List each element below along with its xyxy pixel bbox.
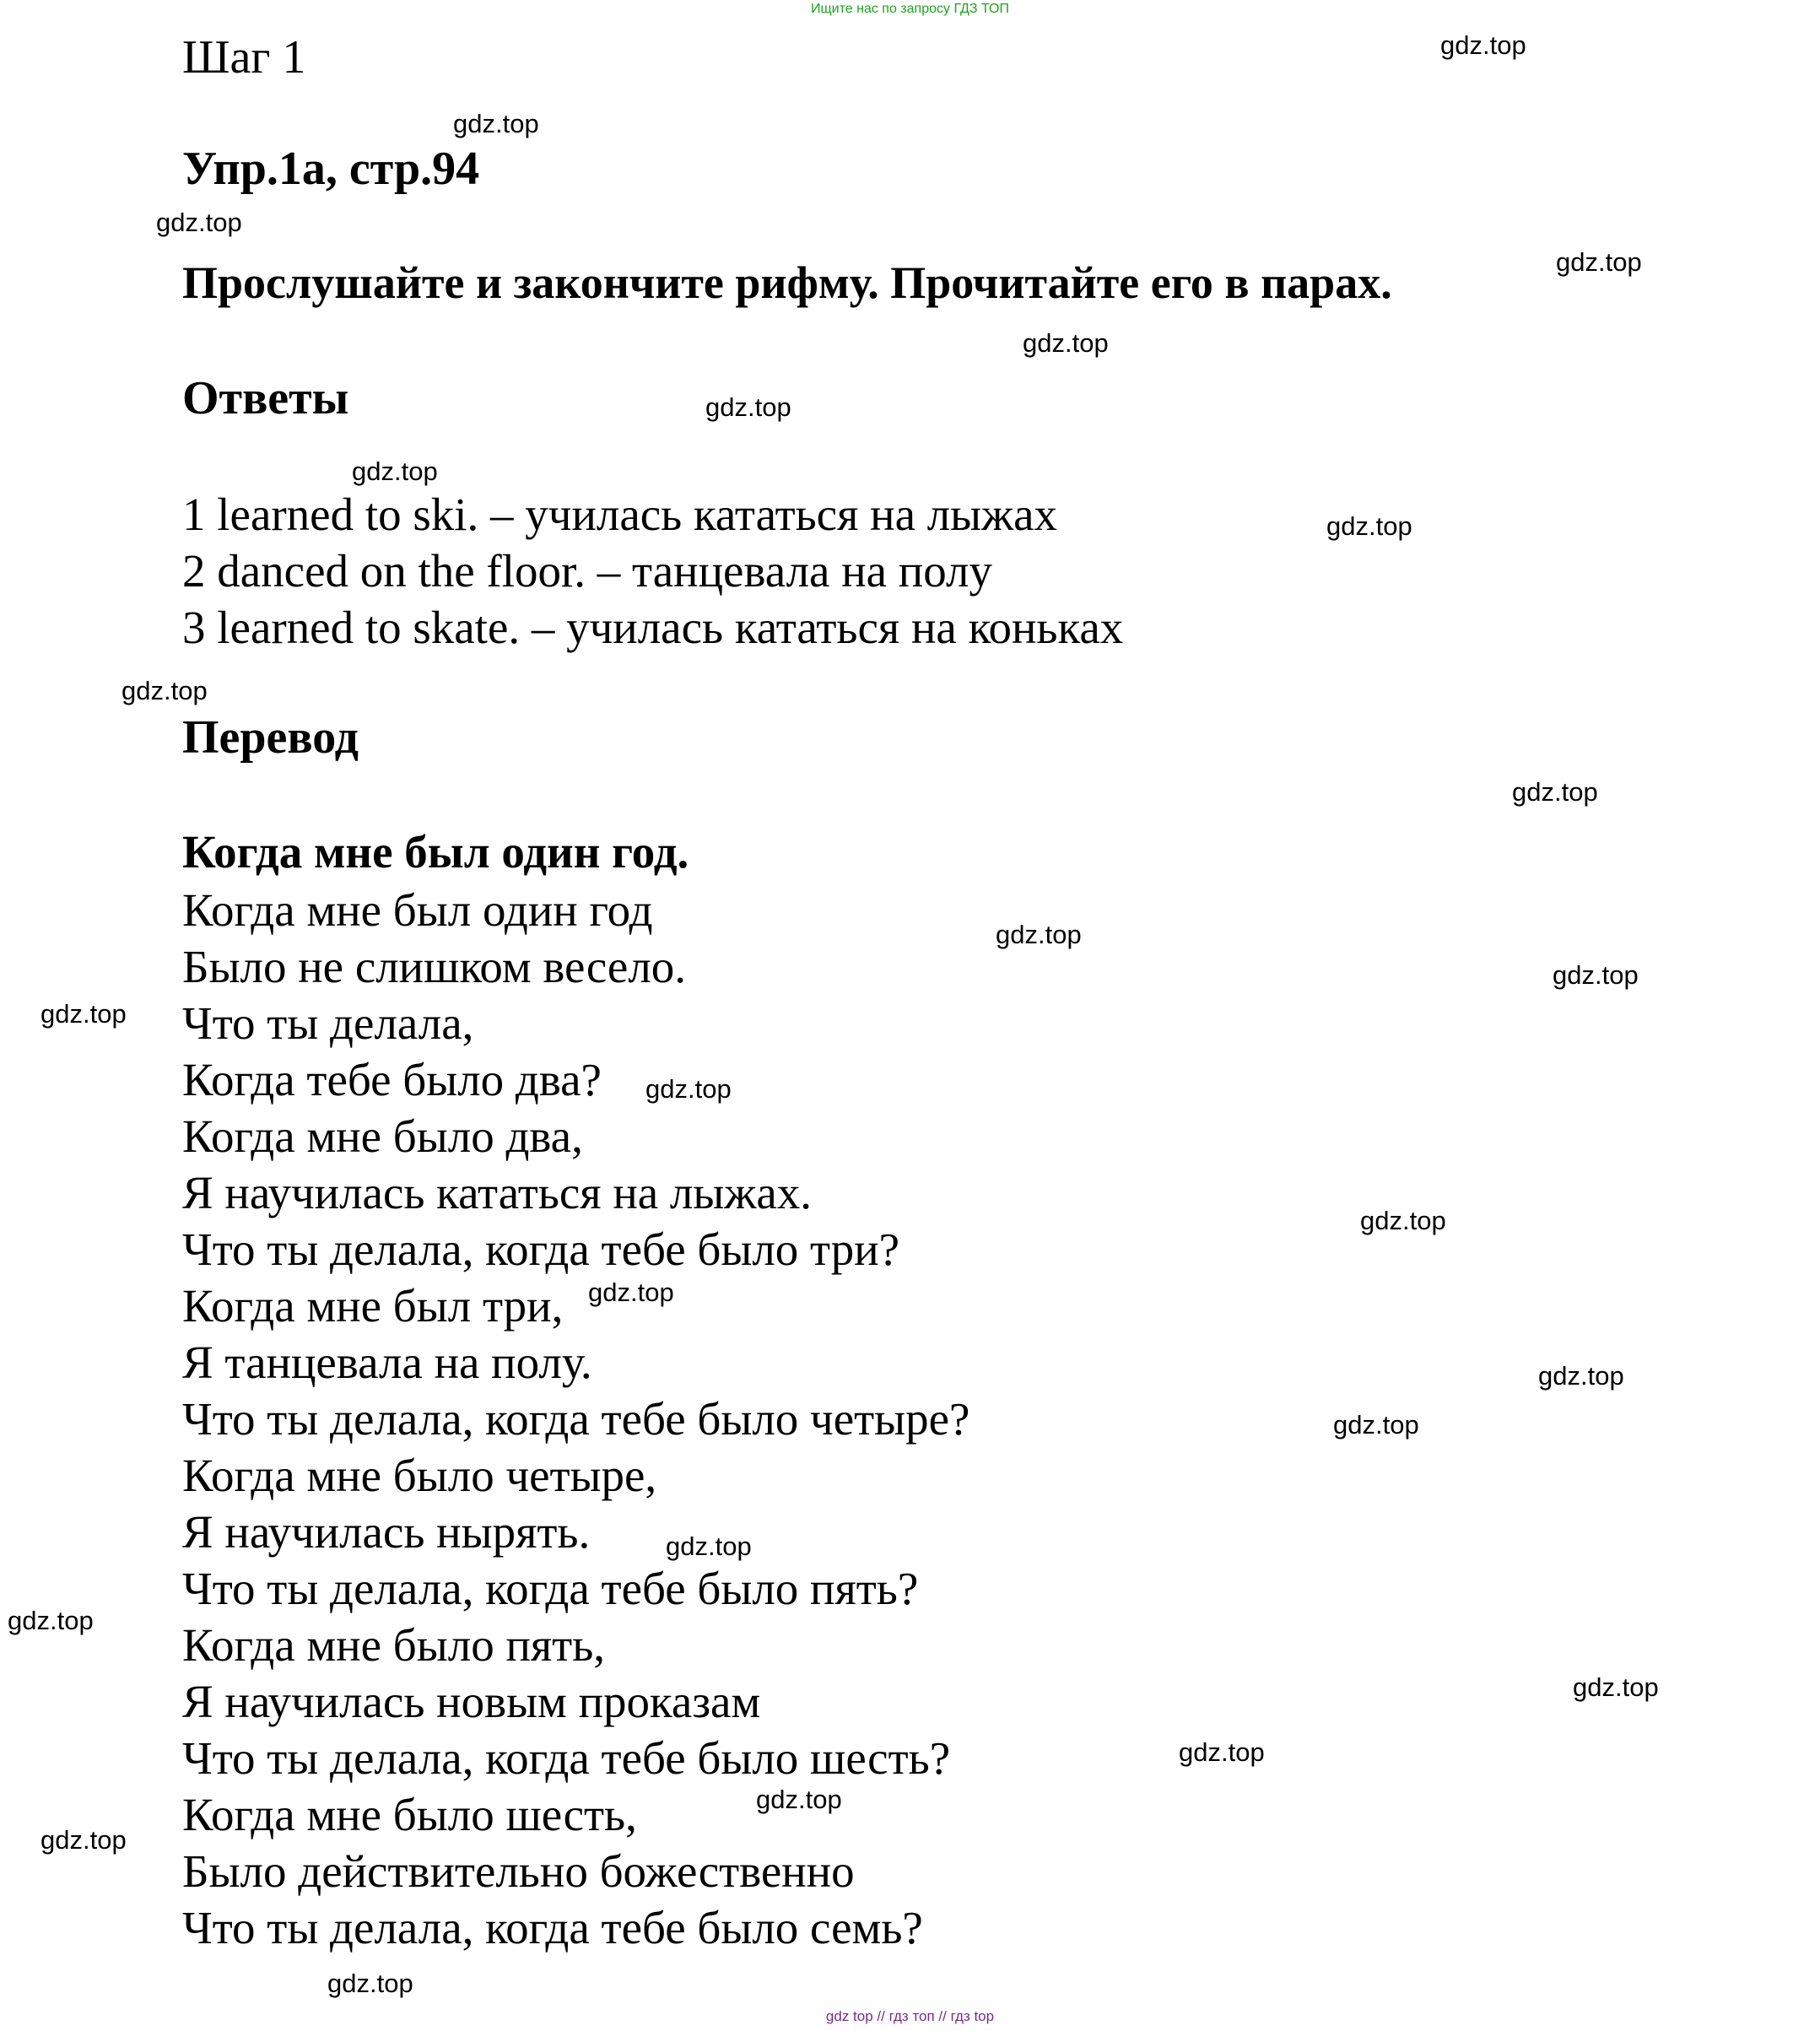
bottom-banner: gdz top // гдз топ // гдз top: [825, 2008, 995, 2024]
poem-line: Было действительно божественно: [182, 1845, 855, 1897]
watermark: gdz.top: [352, 456, 438, 486]
poem-line: Что ты делала, когда тебе было пять?: [182, 1563, 919, 1614]
exercise-title: Упр.1a, стр.94: [182, 143, 480, 195]
watermark: gdz.top: [1512, 777, 1598, 807]
poem-line: Что ты делала, когда тебе было три?: [182, 1223, 900, 1275]
watermark: gdz.top: [1538, 1361, 1624, 1391]
watermark: gdz.top: [156, 208, 242, 237]
answers-list: [182, 486, 1123, 656]
poem-line: Было не слишком весело.: [182, 941, 687, 992]
poem-line: Когда мне был один год: [182, 884, 653, 936]
answers-heading: Ответы: [182, 372, 349, 424]
watermark: gdz.top: [122, 676, 208, 705]
poem-line: Когда мне был три,: [182, 1280, 564, 1331]
answer-item: 2 danced on the floor. – танцевала на полу: [182, 545, 992, 597]
watermark: gdz.top: [1440, 30, 1526, 60]
watermark: gdz.top: [1333, 1410, 1419, 1440]
poem-line: Когда мне было два,: [182, 1110, 583, 1162]
poem-line: Что ты делала, когда тебе было семь?: [182, 1902, 923, 1953]
poem-line: Я научилась кататься на лыжах.: [182, 1167, 812, 1218]
watermark: gdz.top: [645, 1074, 732, 1104]
watermark: gdz.top: [1179, 1737, 1265, 1767]
watermark: gdz.top: [1553, 960, 1639, 990]
answer-item: 1 learned to ski. – училась кататься на лыжах: [182, 489, 1058, 540]
watermark: gdz.top: [41, 999, 127, 1029]
watermark: gdz.top: [666, 1531, 752, 1561]
poem-title: Когда мне был один год.: [182, 826, 689, 878]
poem-line: Когда мне было пять,: [182, 1619, 606, 1671]
watermark: gdz.top: [588, 1277, 674, 1307]
watermark: gdz.top: [41, 1825, 127, 1855]
poem-line: Что ты делала, когда тебе было шесть?: [182, 1732, 951, 1784]
watermark: gdz.top: [1556, 247, 1642, 277]
watermark: gdz.top: [756, 1785, 842, 1814]
watermark: gdz.top: [996, 920, 1082, 949]
watermark: gdz.top: [8, 1606, 94, 1635]
translation-heading: Перевод: [182, 711, 359, 764]
watermark: gdz.top: [1573, 1672, 1659, 1702]
answer-item: 3 learned to skate. – училась кататься на коньках: [182, 602, 1124, 653]
poem-line: Когда мне было шесть,: [182, 1789, 637, 1840]
poem-line: Что ты делала,: [182, 997, 474, 1049]
watermark: gdz.top: [1360, 1206, 1446, 1235]
poem-lines: [182, 882, 969, 1956]
watermark: gdz.top: [327, 1969, 413, 1998]
step-heading: Шаг 1: [182, 31, 306, 84]
poem-line: Я танцевала на полу.: [182, 1337, 592, 1388]
watermark: gdz.top: [1023, 328, 1109, 358]
watermark: gdz.top: [705, 392, 791, 422]
poem-line: Когда тебе было два?: [182, 1054, 602, 1105]
watermark: gdz.top: [1326, 511, 1412, 541]
top-banner: Ищите нас по запросу ГДЗ ТОП: [811, 2, 1009, 16]
task-instruction: Прослушайте и закончите рифму. Прочитайте его в парах.: [182, 257, 1392, 308]
watermark: gdz.top: [453, 109, 539, 138]
poem-line: Когда мне было четыре,: [182, 1450, 657, 1501]
poem-line: Я научилась нырять.: [182, 1506, 591, 1558]
poem-line: Я научилась новым проказам: [182, 1676, 761, 1727]
poem-line: Что ты делала, когда тебе было четыре?: [182, 1393, 970, 1445]
